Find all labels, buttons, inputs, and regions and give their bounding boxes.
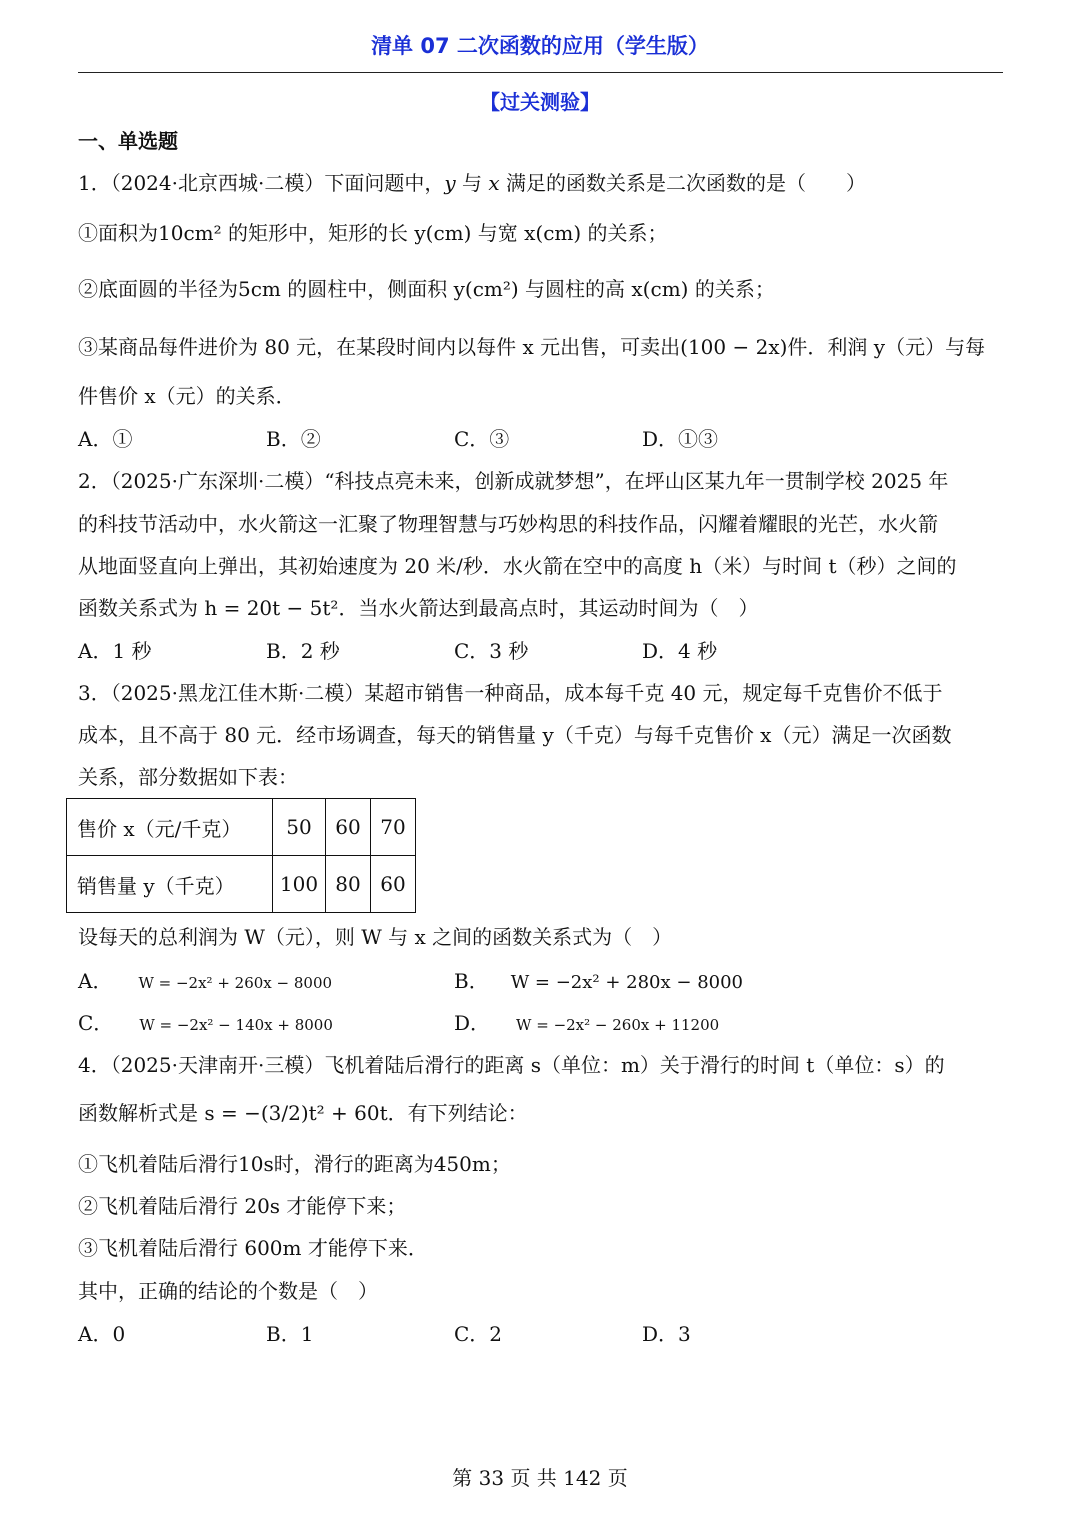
table-cell: 销售量 y（千克）	[67, 856, 273, 913]
q3-option-a	[78, 968, 332, 996]
q2-option-c: C．3 秒	[454, 639, 529, 663]
q4-line-1: 4．（2025·天津南开·三模）飞机着陆后滑行的距离 s（单位：m）关于滑行的时间 t（单位：s）的	[78, 1053, 945, 1077]
q4-option-b: B．1	[266, 1322, 314, 1346]
q3-line-2: 成本，且不高于 80 元．经市场调查，每天的销售量 y（千克）与每千克售价 x（元）满足一次函数	[78, 723, 952, 747]
q3-data-table	[66, 798, 416, 913]
header-rule	[78, 72, 1003, 73]
q1-item-3-cont: 件售价 x（元）的关系．	[78, 384, 296, 408]
q4-item-3: ③飞机着陆后滑行 600m 才能停下来．	[78, 1236, 428, 1260]
option-expression: W = −2x² + 260x − 8000	[138, 974, 333, 992]
option-label: D．	[454, 1011, 491, 1035]
document-header: 清单 07 二次函数的应用（学生版）	[371, 34, 709, 58]
q3-line-1: 3．（2025·黑龙江佳木斯·二模）某超市销售一种商品，成本每千克 40 元，规定每千克售价不低于	[78, 681, 943, 705]
q1-stem	[78, 170, 866, 196]
q2-option-a: A．1 秒	[78, 639, 152, 663]
table-cell: 70	[371, 799, 416, 856]
q1-item-2: ②底面圆的半径为5cm 的圆柱中，侧面积 y(cm²) 与圆柱的高 x(cm) 的关系；	[78, 277, 775, 301]
table-cell: 100	[273, 856, 326, 913]
q1-option-c: C．③	[454, 427, 510, 451]
table-row	[67, 799, 416, 856]
q3-option-b	[454, 968, 743, 996]
q2-line-1: 2．（2025·广东深圳·二模）“科技点亮未来，创新成就梦想”，在坪山区某九年一贯制学校 2025 年	[78, 469, 949, 493]
table-cell: 60	[326, 799, 371, 856]
option-expression: W = −2x² − 140x + 8000	[139, 1016, 333, 1034]
option-label: B．	[454, 969, 489, 993]
q4-option-d: D．3	[642, 1322, 691, 1346]
option-expression: W = −2x² − 260x + 11200	[516, 1016, 720, 1034]
q2-line-4: 函数关系式为 h = 20t − 5t²．当水火箭达到最高点时，其运动时间为（ ）	[78, 596, 759, 620]
q2-option-d: D．4 秒	[642, 639, 718, 663]
section-title: 一、单选题	[78, 129, 178, 153]
table-cell: 售价 x（元/千克）	[67, 799, 273, 856]
option-label: A．	[78, 969, 113, 993]
q4-line-3: 其中，正确的结论的个数是（ ）	[78, 1279, 378, 1303]
table-cell: 80	[326, 856, 371, 913]
q2-option-b: B．2 秒	[266, 639, 340, 663]
q4-item-1: ①飞机着陆后滑行10s时，滑行的距离为450m；	[78, 1152, 511, 1176]
section-subtitle: 【过关测验】	[480, 90, 600, 114]
q4-option-c: C．2	[454, 1322, 503, 1346]
q1-option-d: D．①③	[642, 427, 719, 451]
q1-stem-part: 1．（2024·北京西城·二模）下面问题中，	[78, 171, 445, 195]
option-expression: W = −2x² + 280x − 8000	[510, 972, 743, 993]
q1-stem-part: 满足的函数关系是二次函数的是（ ）	[499, 171, 867, 195]
q1-item-3: ③某商品每件进价为 80 元，在某段时间内以每件 x 元出售，可卖出(100 − 2x)件．利润 y（元）与每	[78, 335, 986, 359]
q1-var-x: x	[488, 171, 500, 195]
q1-var-y: y	[444, 171, 456, 195]
table-cell: 60	[371, 856, 416, 913]
q1-option-a: A．①	[78, 427, 133, 451]
q3-option-d	[454, 1010, 719, 1038]
q3-line-3: 关系，部分数据如下表：	[78, 765, 298, 789]
q4-line-2: 函数解析式是 s = −(3/2)t² + 60t．有下列结论：	[78, 1101, 528, 1125]
q1-stem-part: 与	[455, 171, 489, 195]
q3-option-c	[78, 1010, 333, 1038]
q4-option-a: A．0	[78, 1322, 126, 1346]
q3-line-4: 设每天的总利润为 W（元），则 W 与 x 之间的函数关系式为（ ）	[78, 925, 673, 949]
table-cell: 50	[273, 799, 326, 856]
option-label: C．	[78, 1011, 114, 1035]
q2-line-3: 从地面竖直向上弹出，其初始速度为 20 米/秒．水火箭在空中的高度 h（米）与时间 t（秒）之间的	[78, 554, 957, 578]
q4-item-2: ②飞机着陆后滑行 20s 才能停下来；	[78, 1194, 407, 1218]
q1-item-1: ①面积为10cm² 的矩形中，矩形的长 y(cm) 与宽 x(cm) 的关系；	[78, 221, 668, 245]
q2-line-2: 的科技节活动中，水火箭这一汇聚了物理智慧与巧妙构思的科技作品，闪耀着耀眼的光芒，水火箭	[78, 512, 938, 536]
page-footer: 第 33 页 共 142 页	[452, 1466, 628, 1490]
q1-option-b: B．②	[266, 427, 321, 451]
table-row	[67, 856, 416, 913]
